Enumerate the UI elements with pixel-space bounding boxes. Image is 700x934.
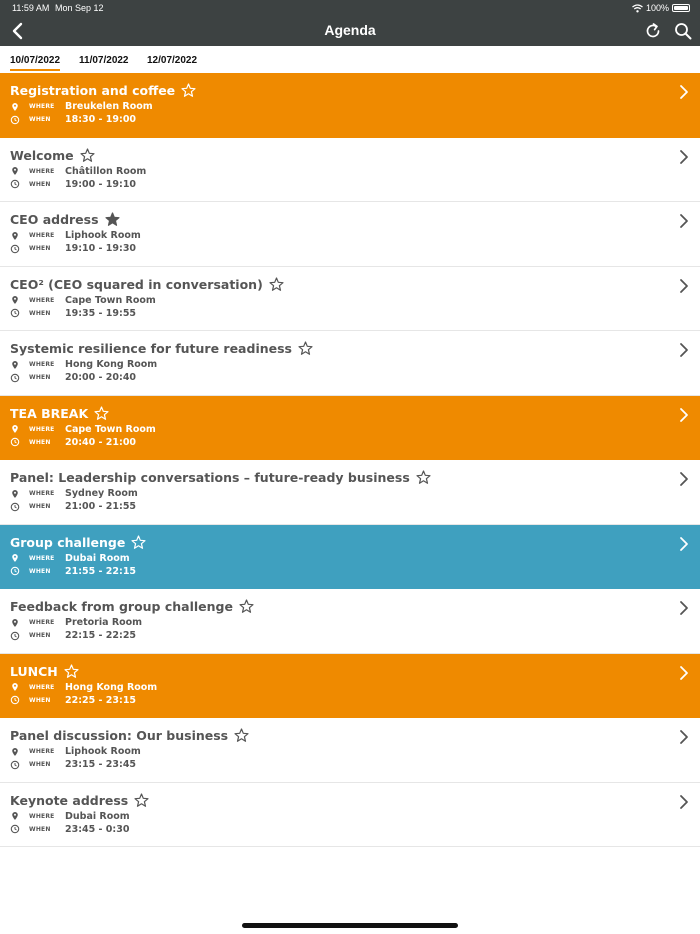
agenda-item[interactable] [0, 396, 700, 461]
when-label: WHEN [29, 180, 51, 188]
session-title-row [10, 470, 431, 485]
where-label: WHERE [29, 490, 55, 497]
session-where [10, 811, 130, 822]
favorite-star-icon[interactable] [94, 406, 109, 421]
session-title: Keynote address [10, 792, 129, 808]
tab-date-3[interactable]: 12/07/2022 [147, 55, 198, 66]
tab-date-2[interactable]: 11/07/2022 [79, 55, 129, 66]
where-label: WHERE [29, 361, 55, 368]
where-label: WHERE [29, 554, 55, 562]
favorite-star-icon[interactable] [181, 83, 196, 98]
when-label: WHEN [29, 309, 51, 317]
session-location: Hong Kong Room [65, 681, 158, 693]
chevron-right-icon [678, 213, 690, 229]
session-title: Welcome [10, 147, 74, 163]
session-where [10, 746, 141, 757]
agenda-item[interactable] [0, 589, 700, 654]
session-when [10, 824, 129, 835]
session-title-row [10, 599, 254, 614]
status-time: 11:59 AM [12, 3, 50, 13]
when-label: WHEN [29, 567, 51, 575]
agenda-item[interactable] [0, 267, 700, 332]
session-when [10, 630, 136, 641]
status-date: Mon Sep 12 [55, 3, 104, 13]
session-when [10, 308, 136, 319]
session-where [10, 682, 157, 693]
session-title: Panel: Leadership conversations – future-ready business [10, 470, 410, 485]
clock-icon [10, 244, 20, 254]
clock-icon [10, 824, 20, 834]
session-when [10, 372, 136, 383]
session-time: 19:00 - 19:10 [65, 178, 137, 190]
agenda-item[interactable] [0, 73, 700, 138]
session-time: 21:55 - 22:15 [65, 565, 137, 577]
when-label: WHEN [29, 632, 51, 639]
chevron-right-icon [678, 794, 690, 810]
session-title-row [10, 277, 284, 292]
session-location: Châtillon Room [65, 165, 147, 177]
home-indicator [242, 923, 458, 928]
clock-icon [10, 308, 20, 318]
clock-icon [10, 695, 20, 705]
when-label: WHEN [29, 438, 51, 446]
session-location: Dubai Room [65, 552, 130, 564]
agenda-item[interactable] [0, 718, 700, 783]
agenda-item[interactable] [0, 460, 700, 525]
chevron-right-icon [678, 600, 690, 616]
clock-icon [10, 566, 20, 576]
session-title: Feedback from group challenge [10, 599, 233, 614]
where-label: WHERE [29, 232, 55, 239]
when-label: WHEN [29, 696, 51, 704]
when-label: WHEN [29, 503, 51, 510]
session-location: Liphook Room [65, 230, 141, 241]
where-label: WHERE [29, 619, 55, 626]
session-title-row [10, 406, 109, 421]
session-title: Group challenge [10, 534, 126, 550]
when-label: WHEN [29, 761, 51, 768]
session-where [10, 359, 157, 370]
session-location: Cape Town Room [65, 294, 156, 306]
agenda-item[interactable] [0, 331, 700, 396]
search-icon[interactable] [673, 21, 693, 41]
favorite-star-icon[interactable] [239, 599, 254, 614]
when-label: WHEN [29, 374, 51, 381]
session-time: 23:15 - 23:45 [65, 759, 137, 770]
clock-icon [10, 502, 20, 512]
session-time: 20:00 - 20:40 [65, 372, 137, 383]
session-time: 20:40 - 21:00 [65, 436, 137, 448]
status-bar [0, 0, 700, 16]
agenda-item[interactable] [0, 202, 700, 267]
session-title-row [10, 793, 149, 808]
session-time: 19:35 - 19:55 [65, 307, 137, 319]
clock-icon [10, 179, 20, 189]
location-pin-icon [10, 747, 20, 757]
session-title: Registration and coffee [10, 83, 176, 98]
session-when [10, 114, 136, 125]
chevron-right-icon [678, 665, 690, 681]
battery-icon [672, 4, 690, 12]
session-where [10, 488, 138, 499]
chevron-right-icon [678, 536, 690, 552]
session-time: 18:30 - 19:00 [65, 114, 137, 125]
favorite-star-icon[interactable] [234, 728, 249, 743]
when-label: WHEN [29, 245, 51, 252]
clock-icon [10, 437, 20, 447]
session-title: LUNCH [10, 663, 58, 679]
location-pin-icon [10, 618, 20, 628]
location-pin-icon [10, 489, 20, 499]
session-time: 21:00 - 21:55 [65, 501, 137, 512]
favorite-star-icon[interactable] [134, 793, 149, 808]
where-label: WHERE [29, 167, 55, 175]
favorite-star-icon[interactable] [105, 212, 120, 227]
nav-bar [0, 16, 700, 46]
session-title: Panel discussion: Our business [10, 728, 229, 743]
favorite-star-icon[interactable] [298, 341, 313, 356]
session-where [10, 424, 156, 435]
session-when [10, 695, 136, 706]
agenda-item[interactable] [0, 138, 700, 203]
where-label: WHERE [29, 425, 55, 433]
session-title-row [10, 83, 196, 98]
chevron-right-icon [678, 471, 690, 487]
session-time: 22:15 - 22:25 [65, 630, 137, 641]
favorite-star-icon[interactable] [131, 535, 146, 550]
session-title: TEA BREAK [10, 405, 89, 421]
chevron-right-icon [678, 84, 690, 100]
session-title: CEO address [10, 212, 99, 227]
session-where [10, 617, 142, 628]
session-when [10, 566, 136, 577]
session-where [10, 166, 146, 177]
location-pin-icon [10, 811, 20, 821]
chevron-right-icon [678, 278, 690, 294]
session-where [10, 230, 141, 241]
session-title-row [10, 728, 249, 743]
session-time: 22:25 - 23:15 [65, 694, 137, 706]
session-title: Systemic resilience for future readiness [10, 341, 292, 356]
favorite-star-icon[interactable] [416, 470, 431, 485]
where-label: WHERE [29, 683, 55, 691]
when-label: WHEN [29, 116, 51, 123]
chevron-right-icon [678, 149, 690, 165]
session-location: Dubai Room [65, 810, 130, 822]
favorite-star-icon[interactable] [64, 664, 79, 679]
agenda-list [0, 73, 700, 847]
where-label: WHERE [29, 296, 55, 304]
clock-icon [10, 115, 20, 125]
wifi-icon [632, 4, 643, 13]
agenda-item[interactable] [0, 783, 700, 848]
session-when [10, 501, 136, 512]
session-location: Hong Kong Room [65, 359, 158, 370]
when-label: WHEN [29, 825, 51, 833]
location-pin-icon [10, 231, 20, 241]
session-location: Liphook Room [65, 746, 141, 757]
session-when [10, 243, 136, 254]
session-where [10, 101, 153, 112]
refresh-icon[interactable] [643, 21, 663, 41]
where-label: WHERE [29, 103, 55, 110]
where-label: WHERE [29, 812, 55, 820]
tab-date-1[interactable]: 10/07/2022 [10, 55, 60, 71]
session-location: Breukelen Room [65, 101, 153, 112]
session-time: 23:45 - 0:30 [65, 823, 130, 835]
session-location: Pretoria Room [65, 617, 143, 628]
session-title-row [10, 148, 95, 163]
session-where [10, 553, 130, 564]
session-when [10, 759, 136, 770]
session-time: 19:10 - 19:30 [65, 243, 137, 254]
session-title-row [10, 664, 79, 679]
location-pin-icon [10, 553, 20, 563]
favorite-star-icon[interactable] [80, 148, 95, 163]
session-title: CEO² (CEO squared in conversation) [10, 276, 263, 292]
location-pin-icon [10, 102, 20, 112]
location-pin-icon [10, 424, 20, 434]
session-title-row [10, 212, 120, 227]
clock-icon [10, 373, 20, 383]
session-location: Cape Town Room [65, 423, 156, 435]
location-pin-icon [10, 295, 20, 305]
location-pin-icon [10, 682, 20, 692]
chevron-right-icon [678, 407, 690, 423]
location-pin-icon [10, 360, 20, 370]
session-title-row [10, 341, 313, 356]
clock-icon [10, 760, 20, 770]
page-title: Agenda [324, 22, 376, 38]
chevron-right-icon [678, 729, 690, 745]
chevron-right-icon [678, 342, 690, 358]
status-right [632, 3, 690, 13]
where-label: WHERE [29, 748, 55, 755]
date-tabs [0, 46, 700, 73]
session-when [10, 179, 136, 190]
agenda-item[interactable] [0, 525, 700, 590]
location-pin-icon [10, 166, 20, 176]
session-title-row [10, 535, 146, 550]
agenda-item[interactable] [0, 654, 700, 719]
session-location: Sydney Room [65, 488, 138, 499]
battery-percent: 100% [645, 3, 669, 13]
clock-icon [10, 631, 20, 641]
session-when [10, 437, 136, 448]
session-where [10, 295, 156, 306]
favorite-star-icon[interactable] [269, 277, 284, 292]
